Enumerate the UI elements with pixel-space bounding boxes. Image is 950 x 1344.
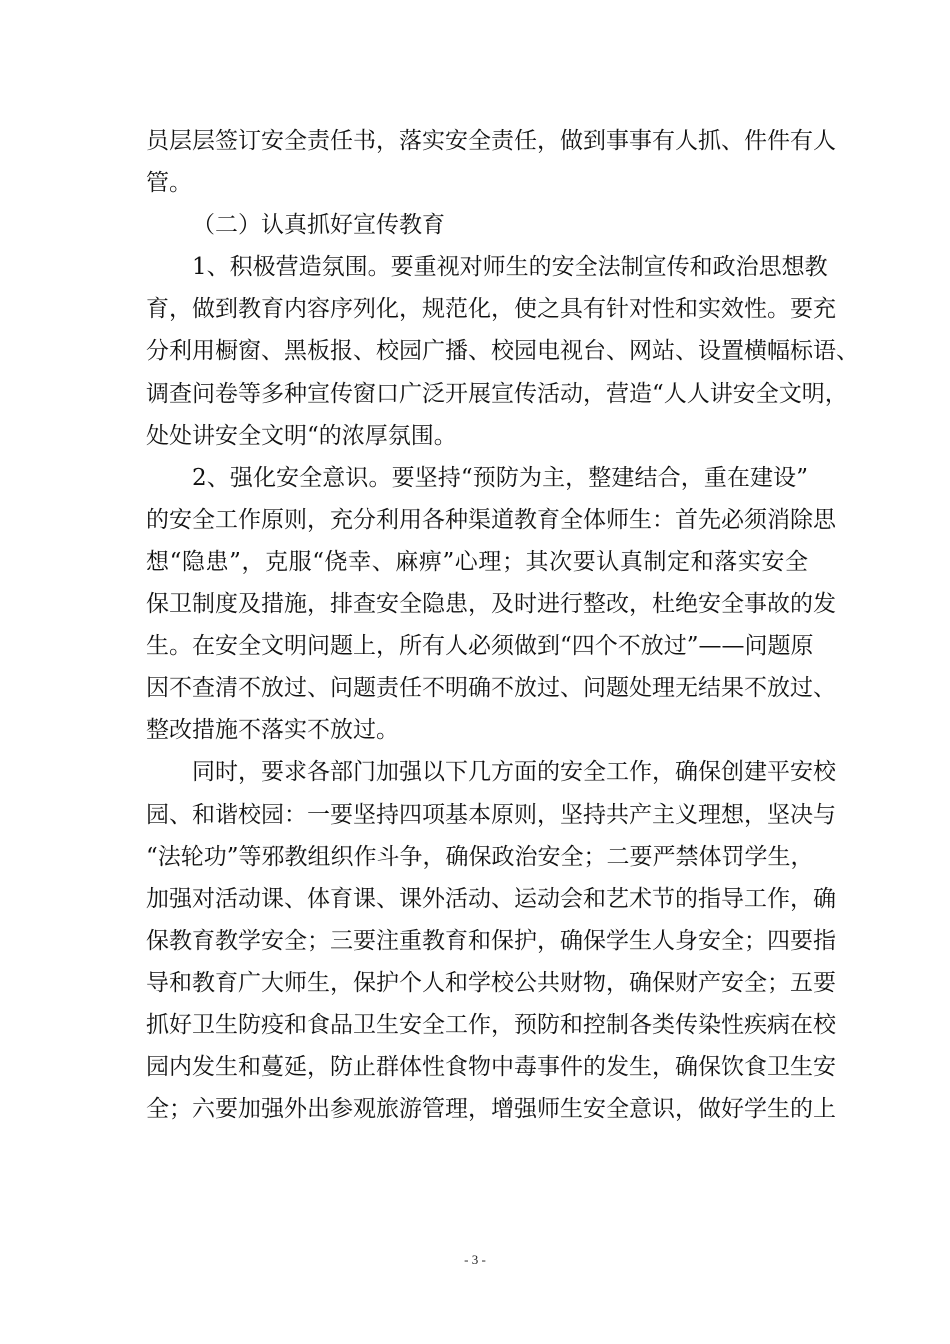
text-line: 处处讲安全文明“的浓厚氛围。 [146, 422, 457, 449]
text-line: 2、强化安全意识。要坚持“预防为主，整建结合，重在建设” [192, 464, 808, 491]
text-line: 园内发生和蔓延，防止群体性食物中毒事件的发生，确保饮食卫生安 [146, 1054, 836, 1081]
text-line: 全；六要加强外出参观旅游管理，增强师生安全意识，做好学生的上 [146, 1096, 836, 1123]
text-line: 生。在安全文明问题上，所有人必须做到“四个不放过”——问题原 [146, 633, 814, 660]
text-line: 想“隐患”，克服“侥幸、麻痹”心理；其次要认真制定和落实安全 [146, 548, 808, 575]
text-line: 抓好卫生防疫和食品卫生安全工作，预防和控制各类传染性疾病在校 [146, 1011, 836, 1038]
text-line: 分利用橱窗、黑板报、校园广播、校园电视台、网站、设置横幅标语、 [146, 338, 859, 365]
text-line: 管。 [146, 170, 192, 197]
text-line: 保卫制度及措施，排查安全隐患，及时进行整改，杜绝安全事故的发 [146, 591, 836, 618]
page-number: - 3 - [464, 1252, 486, 1267]
text-line: 保教育教学安全；三要注重教育和保护，确保学生人身安全；四要指 [146, 927, 836, 954]
text-line: 园、和谐校园：一要坚持四项基本原则，坚持共产主义理想，坚决与 [146, 801, 836, 828]
text-line: 调查问卷等多种宣传窗口广泛开展宣传活动，营造“人人讲安全文明， [146, 380, 848, 407]
text-line: （二）认真抓好宣传教育 [192, 212, 445, 239]
text-line: 员层层签订安全责任书，落实安全责任，做到事事有人抓、件件有人 [146, 128, 836, 154]
text-line: 加强对活动课、体育课、课外活动、运动会和艺术节的指导工作，确 [146, 885, 836, 912]
body-text [146, 120, 859, 1130]
text-line: 育，做到教育内容序列化，规范化，使之具有针对性和实效性。要充 [146, 296, 836, 323]
text-line: 的安全工作原则，充分利用各种渠道教育全体师生：首先必须消除思 [146, 506, 836, 533]
text-line: 同时，要求各部门加强以下几方面的安全工作，确保创建平安校 [192, 759, 836, 786]
text-line: “法轮功”等邪教组织作斗争，确保政治安全；二要严禁体罚学生， [146, 843, 814, 870]
text-line: 导和教育广大师生，保护个人和学校公共财物，确保财产安全；五要 [146, 969, 836, 996]
text-line: 1、积极营造氛围。要重视对师生的安全法制宣传和政治思想教 [192, 254, 828, 281]
text-line: 因不查清不放过、问题责任不明确不放过、问题处理无结果不放过、 [146, 675, 836, 702]
text-line: 整改措施不落实不放过。 [146, 717, 399, 744]
